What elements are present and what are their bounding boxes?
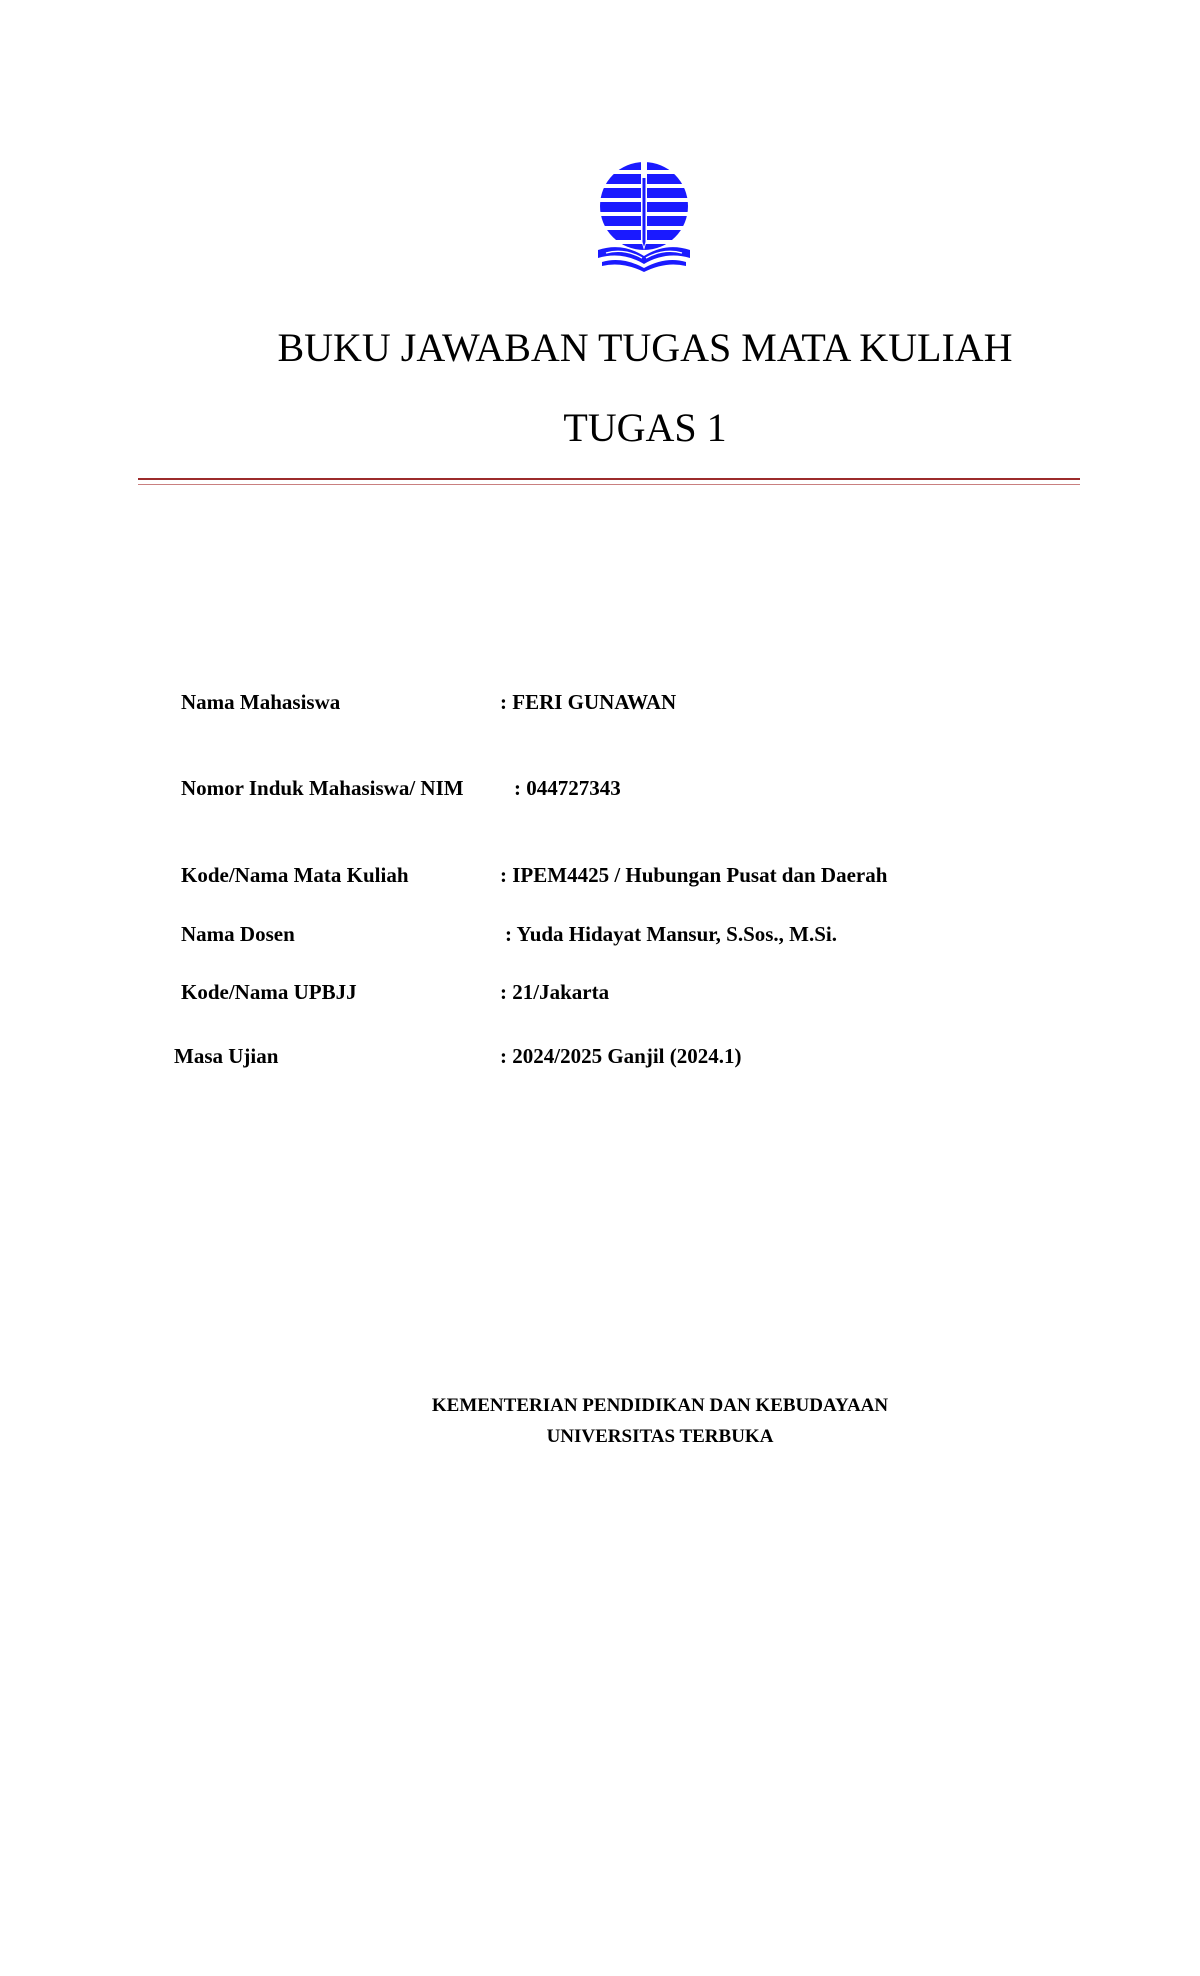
- field-label-student-name: Nama Mahasiswa: [181, 690, 341, 714]
- field-label-nim: Nomor Induk Mahasiswa/ NIM: [181, 776, 464, 800]
- field-label-exam-period: Masa Ujian: [174, 1044, 279, 1068]
- field-value-lecturer: : Yuda Hidayat Mansur, S.Sos., M.Si.: [505, 922, 838, 946]
- title-divider: [138, 478, 1080, 480]
- field-value-upbjj: : 21/Jakarta: [500, 980, 610, 1004]
- field-value-course: : IPEM4425 / Hubungan Pusat dan Daerah: [500, 863, 888, 887]
- title-divider-thin: [138, 484, 1080, 485]
- field-label-lecturer: Nama Dosen: [181, 922, 295, 946]
- footer-ministry: KEMENTERIAN PENDIDIKAN DAN KEBUDAYAAN: [431, 1395, 889, 1416]
- document-subtitle: TUGAS 1: [563, 405, 727, 450]
- field-label-upbjj: Kode/Nama UPBJJ: [181, 980, 357, 1004]
- field-value-nim: : 044727343: [514, 776, 621, 800]
- document-title: BUKU JAWABAN TUGAS MATA KULIAH: [277, 325, 1013, 370]
- field-value-student-name: : FERI GUNAWAN: [500, 690, 677, 714]
- field-label-course: Kode/Nama Mata Kuliah: [181, 863, 409, 887]
- footer-university: UNIVERSITAS TERBUKA: [546, 1426, 774, 1447]
- university-logo: [592, 158, 696, 274]
- institution-footer: [320, 1390, 1000, 1452]
- field-value-exam-period: : 2024/2025 Ganjil (2024.1): [500, 1044, 742, 1068]
